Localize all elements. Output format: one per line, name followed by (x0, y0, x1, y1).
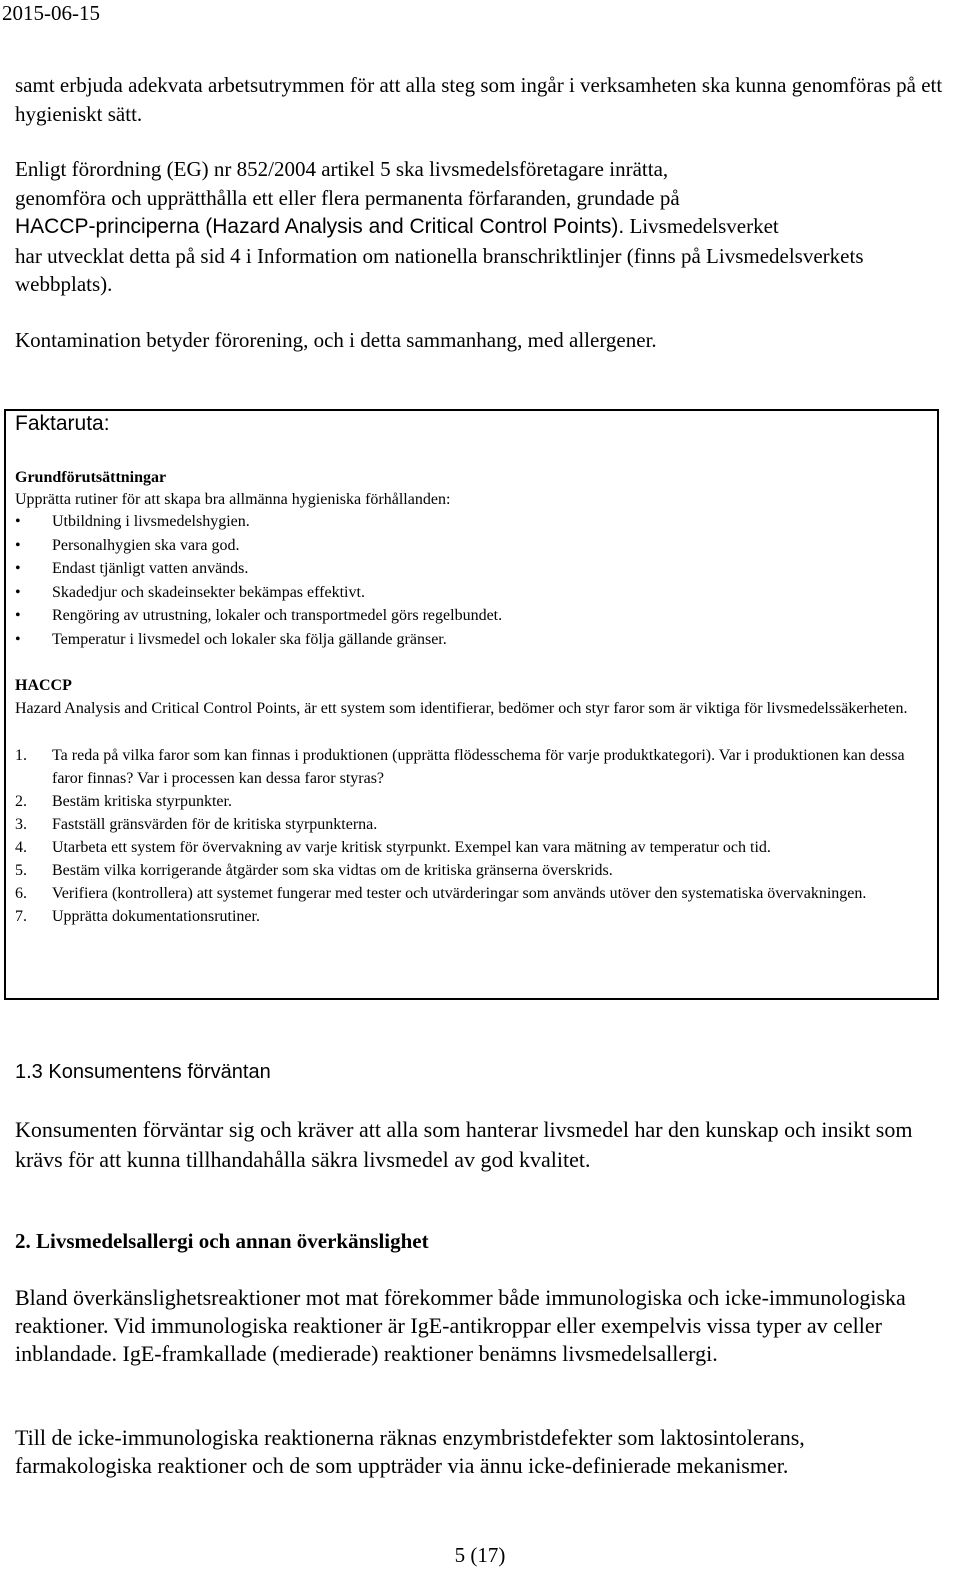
step-number: 6. (15, 885, 27, 902)
grund-heading: Grundförutsättningar (15, 469, 167, 486)
list-item: 4. Utarbeta ett system för övervakning av varje kritisk styrpunkt. Exempel kan vara mätning av temperatur och tid. (15, 836, 915, 859)
intro-paragraph-3: Kontamination betyder förorening, och i detta sammanhang, med allergener. (15, 328, 657, 352)
step-number: 3. (15, 816, 27, 833)
intro-paragraph-2 (15, 155, 945, 299)
section-1-3-text: Konsumenten förväntar sig och kräver att alla som hanterar livsmedel har den kunskap och insikt som krävs för att kunna tillhandahålla säkra livsmedel av god kvalitet. (15, 1117, 913, 1172)
step-number: 1. (15, 747, 27, 764)
list-item: • Rengöring av utrustning, lokaler och transportmedel görs regelbundet. (15, 604, 915, 628)
grund-bullet-list (15, 510, 915, 652)
page-number: 5 (17) (454, 1543, 506, 1567)
list-item: • Endast tjänligt vatten används. (15, 557, 915, 581)
step-number: 2. (15, 793, 27, 810)
list-item: 6. Verifiera (kontrollera) att systemet fungerar med tester och utvärderingar som används utöver den systematiska övervakningen. (15, 882, 915, 905)
intro-paragraph-2-line-3 (15, 212, 945, 242)
haccp-principles-text: HACCP-principerna (Hazard Analysis and Critical Control Points). (15, 215, 625, 238)
list-item: 2. Bestäm kritiska styrpunkter. (15, 790, 915, 813)
section-1-3-heading: 1.3 Konsumentens förväntan (15, 1061, 271, 1083)
haccp-description: Hazard Analysis and Critical Control Points, är ett system som identifierar, bedömer och styr faror som är viktiga för livsmedelssäkerheten. (15, 700, 908, 717)
section-2-paragraph-1: Bland överkänslighetsreaktioner mot mat förekommer både immunologiska och icke-immunologiska reaktioner. Vid immunologiska reaktioner är IgE-antikroppar eller exempelvis vissa typer av celler inblandade. IgE-framkallade (medierade) reaktioner benämns livsmedelsallergi. (15, 1285, 906, 1366)
bullet-icon: • (15, 513, 21, 530)
haccp-steps-list (15, 744, 915, 928)
list-item: • Personalhygien ska vara god. (15, 534, 915, 558)
step-number: 7. (15, 908, 27, 925)
list-item: • Skadedjur och skadeinsekter bekämpas effektivt. (15, 581, 915, 605)
list-item: 7. Upprätta dokumentationsrutiner. (15, 905, 915, 928)
haccp-heading: HACCP (15, 677, 72, 694)
section-2-heading: 2. Livsmedelsallergi och annan överkänslighet (15, 1229, 429, 1253)
list-item: 1. Ta reda på vilka faror som kan finnas i produktionen (upprätta flödesschema för varje produktkategori). Var i produktionen kan dessa faror finnas? Var i processen kan dessa faror styras? (15, 744, 915, 790)
faktaruta-title: Faktaruta: (15, 412, 110, 435)
livsmedelsverket-text: Livsmedelsverket (624, 214, 779, 238)
step-number: 4. (15, 839, 27, 856)
list-item: • Temperatur i livsmedel och lokaler ska följa gällande gränser. (15, 628, 915, 652)
header-date: 2015-06-15 (2, 1, 100, 25)
bullet-icon: • (15, 560, 21, 578)
bullet-icon: • (15, 630, 21, 648)
intro-paragraph-2-rest: har utvecklat detta på sid 4 i Information om nationella branschriktlinjer (finns på Livsmedelsverkets webbplats). (15, 243, 864, 296)
list-item: 3. Fastställ gränsvärden för de kritiska styrpunkterna. (15, 813, 915, 836)
intro-paragraph-2-line-1: Enligt förordning (EG) nr 852/2004 artikel 5 ska livsmedelsföretagare inrätta, (15, 157, 669, 181)
intro-paragraph-2-line-2: genomföra och upprätthålla ett eller flera permanenta förfaranden, grundade på (15, 185, 680, 210)
list-item: 5. Bestäm vilka korrigerande åtgärder som ska vidtas om de kritiska gränserna överskrids. (15, 859, 915, 882)
intro-paragraph-1: samt erbjuda adekvata arbetsutrymmen för att alla steg som ingår i verksamheten ska kunna genomföras på ett hygieniskt sätt. (15, 73, 943, 126)
bullet-icon: • (15, 583, 21, 601)
grund-intro: Upprätta rutiner för att skapa bra allmänna hygieniska förhållanden: (15, 491, 451, 508)
bullet-icon: • (15, 536, 21, 554)
step-number: 5. (15, 862, 27, 879)
list-item: • Utbildning i livsmedelshygien. (15, 510, 915, 534)
section-2-paragraph-2: Till de icke-immunologiska reaktionerna räknas enzymbristdefekter som laktosintolerans, farmakologiska reaktioner och de som uppträder via ännu icke-definierade mekanismer. (15, 1425, 805, 1478)
bullet-icon: • (15, 607, 21, 625)
